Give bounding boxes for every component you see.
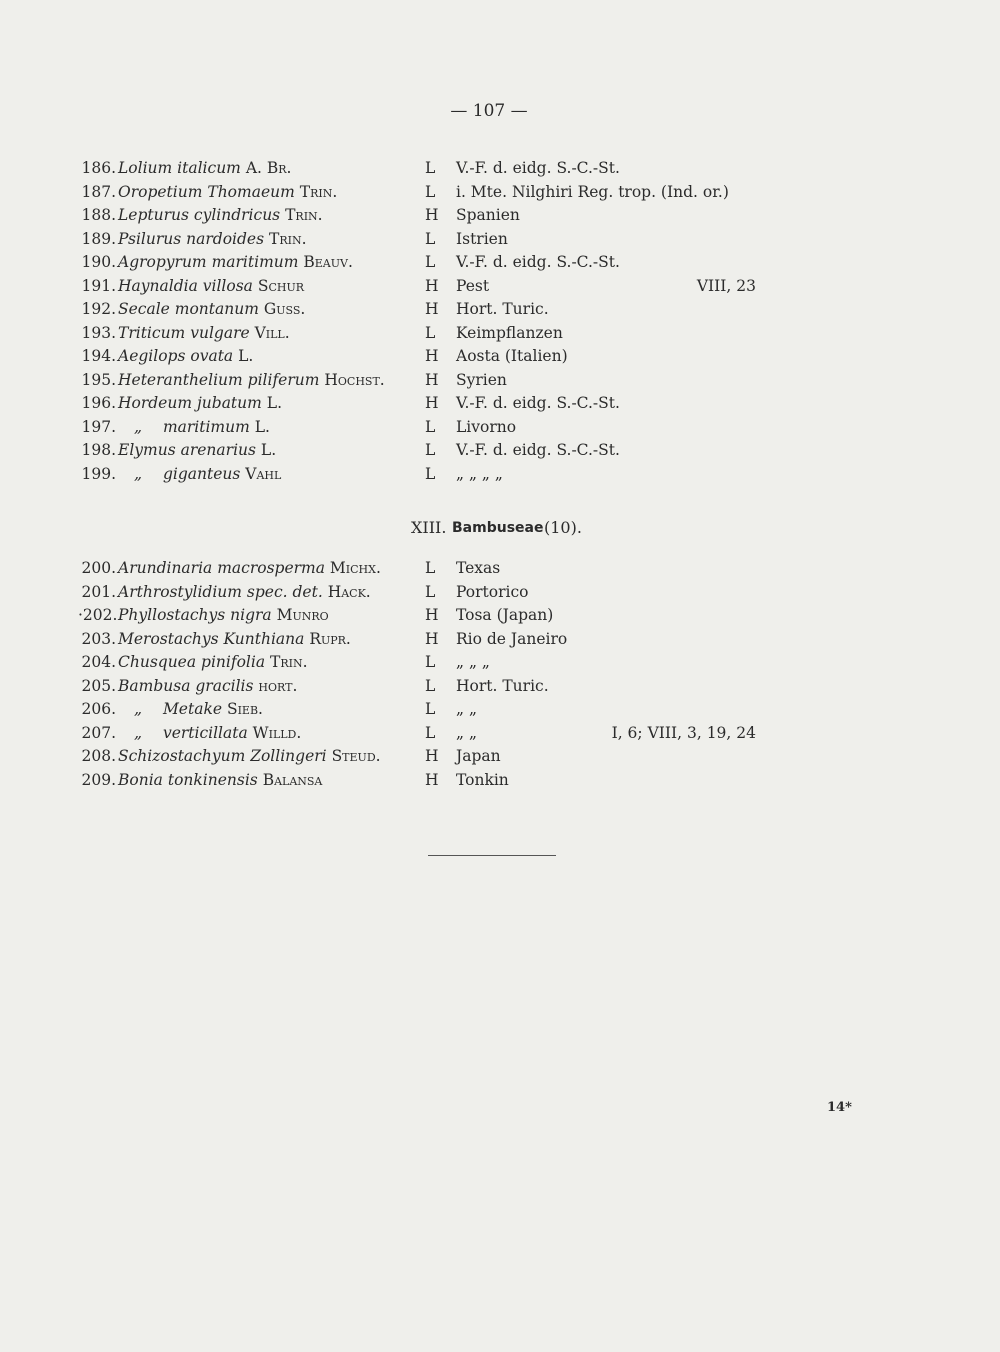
species-epithet: ovata <box>190 347 234 365</box>
entry-number: 199. <box>81 464 116 483</box>
genus: „ <box>133 723 143 742</box>
locality: V.-F. d. eidg. S.-C.-St. <box>456 441 620 459</box>
habitat-code: L <box>425 582 436 601</box>
species-epithet: tonkinensis <box>167 770 258 789</box>
list-item <box>0 604 1000 627</box>
author: Guss. <box>263 300 306 318</box>
genus: Hordeum <box>118 394 193 412</box>
list-item <box>0 369 1000 392</box>
genus: Elymus <box>118 441 176 459</box>
locality: Keimpflanzen <box>456 323 563 342</box>
genus: Chusquea <box>118 653 197 671</box>
genus: Secale <box>118 300 170 318</box>
author: L. <box>260 441 277 459</box>
locality: „ „ <box>456 723 477 742</box>
species-name <box>118 157 291 180</box>
list-item <box>0 463 1000 486</box>
species-name <box>118 745 381 768</box>
species-name <box>118 181 337 204</box>
genus: Bambusa <box>118 676 191 695</box>
habitat-code: L <box>425 182 436 201</box>
species-name <box>118 628 351 651</box>
list-item <box>0 345 1000 368</box>
list-item <box>0 392 1000 415</box>
genus: Lepturus <box>118 206 189 224</box>
author: Michx. <box>329 559 381 577</box>
author: Sieb. <box>226 700 263 718</box>
species-name <box>118 416 270 439</box>
genus: Haynaldia <box>118 276 198 295</box>
genus: „ <box>133 700 143 718</box>
entry-number: 186. <box>81 159 116 177</box>
species-name <box>118 581 371 604</box>
genus: Arthrostylidium <box>118 582 242 601</box>
list-item <box>0 251 1000 274</box>
list-item <box>0 651 1000 674</box>
species-epithet: gracilis <box>195 676 254 695</box>
entry-number: 194. <box>81 347 116 365</box>
habitat-code: L <box>425 559 436 577</box>
author: Beauv. <box>303 253 353 271</box>
locality: Portorico <box>456 582 529 601</box>
author: Trin. <box>269 229 307 248</box>
species-epithet: italicum <box>177 159 241 177</box>
species-epithet: verticillata <box>162 723 248 742</box>
entry-number: 208. <box>81 747 116 765</box>
locality: V.-F. d. eidg. S.-C.-St. <box>456 394 620 412</box>
author: A. Br. <box>245 159 292 177</box>
locality: Japan <box>456 747 501 765</box>
species-epithet: villosa <box>202 276 253 295</box>
species-epithet: maritimum <box>211 253 299 271</box>
entry-number: 193. <box>81 323 116 342</box>
author: Munro <box>276 606 329 624</box>
author: Hochst. <box>324 370 385 389</box>
habitat-code: L <box>425 676 436 695</box>
genus: Psilurus <box>118 229 182 248</box>
entry-number: 190. <box>81 253 116 271</box>
author: Steud. <box>331 747 381 765</box>
entry-number: 187. <box>81 182 116 201</box>
locality: Livorno <box>456 417 517 436</box>
habitat-code: H <box>425 370 439 389</box>
entry-number: 201. <box>81 582 116 601</box>
author: Trin. <box>270 653 308 671</box>
habitat-code: H <box>425 300 439 318</box>
species-epithet: Thomaeum <box>207 182 295 201</box>
locality: V.-F. d. eidg. S.-C.-St. <box>456 253 620 271</box>
habitat-code: L <box>425 253 436 271</box>
list-item <box>0 557 1000 580</box>
species-epithet: arenarius <box>180 441 256 459</box>
entry-number: ·202. <box>78 606 118 624</box>
habitat-code: H <box>425 747 439 765</box>
habitat-code: H <box>425 606 439 624</box>
species-name <box>118 298 305 321</box>
author: Vahl <box>245 464 282 483</box>
list-item <box>0 181 1000 204</box>
reference: I, 6; VIII, 3, 19, 24 <box>611 723 756 742</box>
genus: Oropetium <box>118 182 203 201</box>
species-name <box>118 228 307 251</box>
species-epithet: spec. det. <box>246 582 323 601</box>
entry-number: 191. <box>81 276 116 295</box>
habitat-code: L <box>425 159 436 177</box>
author: Vill. <box>254 323 290 342</box>
genus: Agropyrum <box>118 253 207 271</box>
habitat-code: L <box>425 700 436 718</box>
species-epithet: montanum <box>174 300 259 318</box>
species-name <box>118 604 329 627</box>
habitat-code: L <box>425 723 436 742</box>
list-item <box>0 675 1000 698</box>
entry-number: 207. <box>81 723 116 742</box>
locality: Tonkin <box>456 770 509 789</box>
species-epithet: Metake <box>162 700 223 718</box>
habitat-code: L <box>425 653 436 671</box>
species-name <box>118 675 297 698</box>
species-epithet: nigra <box>230 606 272 624</box>
locality: Tosa (Japan) <box>456 606 554 624</box>
entry-number: 195. <box>81 370 116 389</box>
entry-number: 198. <box>81 441 116 459</box>
locality: Rio de Janeiro <box>456 629 568 648</box>
list-item <box>0 439 1000 462</box>
entry-number: 204. <box>81 653 116 671</box>
list-item <box>0 745 1000 768</box>
species-name <box>118 769 322 792</box>
list-item <box>0 322 1000 345</box>
genus: Triticum <box>118 323 186 342</box>
list-item <box>0 722 1000 745</box>
genus: Merostachys <box>118 629 219 648</box>
genus: Bonia <box>118 770 163 789</box>
genus: Lolium <box>118 159 173 177</box>
list-item <box>0 157 1000 180</box>
species-name <box>118 557 381 580</box>
locality: Syrien <box>456 370 507 389</box>
species-epithet: nardoides <box>186 229 265 248</box>
locality: Texas <box>456 559 501 577</box>
section-title: Bambuseae <box>452 520 544 536</box>
locality: Spanien <box>456 206 520 224</box>
species-epithet: maritimum <box>162 417 250 436</box>
habitat-code: H <box>425 206 439 224</box>
species-name <box>118 463 281 486</box>
species-epithet: pinifolia <box>201 653 266 671</box>
list-item <box>0 298 1000 321</box>
author: hort. <box>258 676 298 695</box>
author: L. <box>254 417 270 436</box>
author: Balansa <box>262 770 323 789</box>
species-epithet: piliferum <box>247 370 320 389</box>
habitat-code: L <box>425 417 436 436</box>
page-number: — 107 — <box>450 101 528 121</box>
entry-number: 196. <box>81 394 116 412</box>
author: Rupr. <box>309 629 351 648</box>
entry-number: 205. <box>81 676 116 695</box>
genus: „ <box>133 464 143 483</box>
species-name <box>118 392 282 415</box>
reference: VIII, 23 <box>696 276 756 295</box>
author: Trin. <box>285 206 323 224</box>
author: L. <box>238 347 254 365</box>
signature-mark: 14* <box>827 1100 852 1115</box>
locality: „ „ „ „ <box>456 464 503 483</box>
entry-number: 189. <box>81 229 116 248</box>
locality: i. Mte. Nilghiri Reg. trop. (Ind. or.) <box>456 182 729 201</box>
list-item <box>0 275 1000 298</box>
entry-number: 188. <box>81 206 116 224</box>
locality: „ „ <box>456 700 477 718</box>
species-name <box>118 204 323 227</box>
list-item <box>0 769 1000 792</box>
habitat-code: H <box>425 276 439 295</box>
species-epithet: jubatum <box>196 394 262 412</box>
locality: Aosta (Italien) <box>456 347 568 365</box>
entry-number: 192. <box>81 300 116 318</box>
author: Hack. <box>327 582 371 601</box>
species-epithet: macrosperma <box>217 559 325 577</box>
closing-rule <box>428 855 556 856</box>
habitat-code: H <box>425 629 439 648</box>
author: Willd. <box>252 723 302 742</box>
list-item <box>0 628 1000 651</box>
species-name <box>118 345 253 368</box>
list-item <box>0 416 1000 439</box>
section-count: (10). <box>544 518 582 537</box>
species-name <box>118 651 308 674</box>
species-name <box>118 439 276 462</box>
genus: Heteranthelium <box>118 370 243 389</box>
species-epithet: giganteus <box>162 464 241 483</box>
habitat-code: H <box>425 347 439 365</box>
locality: Hort. Turic. <box>456 300 549 318</box>
species-epithet: vulgare <box>190 323 250 342</box>
genus: Arundinaria <box>118 559 213 577</box>
locality: Istrien <box>456 229 508 248</box>
locality: Pest <box>456 276 490 295</box>
entry-number: 197. <box>81 417 116 436</box>
species-name <box>118 322 290 345</box>
habitat-code: L <box>425 464 436 483</box>
genus: Schizostachyum <box>118 747 246 765</box>
author: Schur <box>257 276 305 295</box>
habitat-code: H <box>425 770 439 789</box>
habitat-code: L <box>425 229 436 248</box>
list-item <box>0 204 1000 227</box>
habitat-code: L <box>425 441 436 459</box>
list-item <box>0 698 1000 721</box>
author: L. <box>266 394 283 412</box>
list-item <box>0 228 1000 251</box>
species-epithet: Kunthiana <box>223 629 305 648</box>
genus: Aegilops <box>118 347 186 365</box>
species-epithet: Zollingeri <box>250 747 327 765</box>
species-epithet: cylindricus <box>193 206 281 224</box>
entry-number: 209. <box>81 770 116 789</box>
entry-number: 206. <box>81 700 116 718</box>
habitat-code: L <box>425 323 436 342</box>
entry-number: 200. <box>81 559 116 577</box>
genus: Phyllostachys <box>118 606 226 624</box>
section-number: XIII. <box>411 518 447 537</box>
genus: „ <box>133 417 143 436</box>
species-name <box>118 698 263 721</box>
entry-number: 203. <box>81 629 116 648</box>
species-name <box>118 369 385 392</box>
locality: „ „ „ <box>456 653 490 671</box>
locality: V.-F. d. eidg. S.-C.-St. <box>456 159 620 177</box>
list-item <box>0 581 1000 604</box>
habitat-code: H <box>425 394 439 412</box>
species-name <box>118 251 353 274</box>
author: Trin. <box>299 182 338 201</box>
locality: Hort. Turic. <box>456 676 549 695</box>
